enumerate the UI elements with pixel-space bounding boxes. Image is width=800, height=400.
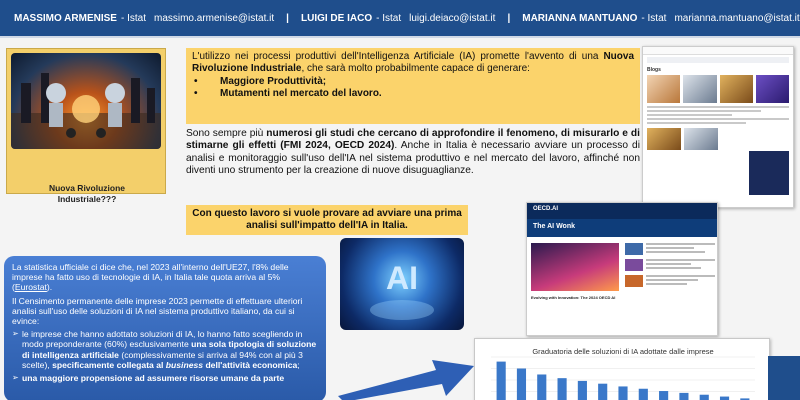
- oecd-article: [625, 275, 715, 287]
- oecd-feature-image: [531, 243, 619, 291]
- industrial-revolution-panel: [6, 48, 166, 204]
- blog-screenshot: [642, 46, 794, 208]
- author2-email[interactable]: luigi.deiaco@istat.it: [409, 12, 496, 24]
- stats-paragraph: Il Censimento permanente delle imprese 2023 permette di effettuare ulteriori analisi sull'uso delle soluzioni di IA nel sistema produttivo italiano, da cui si evince:: [12, 295, 303, 327]
- goal-box: [186, 205, 468, 235]
- oecd-article-list: [625, 243, 715, 291]
- intro-bullets: [192, 76, 634, 100]
- chart-bar: [517, 369, 526, 400]
- chart-bar: [659, 391, 668, 400]
- chart-bar: [497, 362, 506, 400]
- chart-title: Graduatoria delle soluzioni di IA adottate dalle imprese: [532, 347, 714, 356]
- eurostat-link[interactable]: Eurostat: [14, 282, 47, 293]
- industrial-robots-image: [11, 53, 161, 149]
- statistics-panel: [4, 256, 326, 400]
- stats-paragraph: La statistica ufficiale ci dice che, nel 2023 all'interno dell'UE27, l'8% delle imprese ha fatto uso di tecnologie di IA, in Italia tale quota arriva al 5% (Eurostat).: [12, 262, 289, 293]
- hand-icon: [370, 300, 434, 320]
- chart-bar: [700, 395, 709, 400]
- blog-thumbnail: [647, 75, 680, 103]
- oecd-logo: OECD.AI: [527, 203, 717, 219]
- author3-org: - Istat: [641, 12, 667, 24]
- industrial-revolution-caption: [7, 183, 167, 205]
- chart-bar: [558, 378, 567, 400]
- chart-bar: [537, 374, 546, 400]
- blog-nav: [647, 57, 789, 63]
- blog-thumbnail: [684, 128, 718, 150]
- blog-thumbnail: [683, 75, 716, 103]
- blog-thumbnail: [720, 75, 753, 103]
- arrow-right-icon: [338, 356, 474, 400]
- poster-body: [0, 36, 800, 400]
- intro-bullet: • Maggiore Produttività;: [192, 76, 634, 88]
- studies-text: . Anche in Italia è necessario avviare un processo di analisi e monitoraggio sull'uso dell'IA nel sistema produttivo e nel mercato del lavoro, affinché non diventi uno strumento per la creazione di nuove disuguaglianze.: [186, 140, 640, 176]
- chart-bar: [720, 397, 729, 400]
- chart-bar: [639, 389, 648, 400]
- goal-line: Con questo lavoro si vuole provare ad avviare una prima: [192, 208, 462, 219]
- caption-line: Industriale???: [57, 194, 117, 204]
- chart-bar: [679, 393, 688, 400]
- stats-bullets: [12, 329, 318, 383]
- chart-bar: [578, 381, 587, 400]
- header-separator: |: [286, 12, 289, 24]
- author1-name: MASSIMO ARMENISE: [14, 12, 117, 24]
- oecd-article: [625, 259, 715, 271]
- intro-highlight: Nuova Rivoluzione Industriale: [192, 51, 634, 74]
- studies-bold: numerosi gli studi che cercano di approfondire il fenomeno, di misurarlo e di stimarne gli effetti (FMI 2024, OECD 2024): [186, 128, 640, 152]
- authors-header: [0, 0, 800, 36]
- blog-text-lines: [647, 106, 789, 124]
- intro-text: L'utilizzo nei processi produttivi dell'Intelligenza Artificiale (IA) promette l'avvento di una: [192, 51, 604, 62]
- author1-email[interactable]: massimo.armenise@istat.it: [153, 12, 275, 24]
- chart-bar: [618, 386, 627, 400]
- author3-email[interactable]: marianna.mantuano@istat.it: [674, 12, 800, 24]
- author2-org: - Istat: [376, 12, 402, 24]
- browser-bar: [643, 47, 793, 55]
- intro-bullet: • Mutamenti nel mercato del lavoro.: [192, 88, 634, 100]
- oecd-screenshot: [526, 202, 718, 336]
- blog-section-title: Blogs: [647, 67, 661, 73]
- blog-thumbnails: [647, 75, 789, 103]
- goal-line: analisi sull'impatto dell'IA in Italia.: [246, 220, 408, 231]
- author1-org: - Istat: [120, 12, 146, 24]
- blog-thumbnail: [756, 75, 789, 103]
- studies-paragraph: [186, 128, 640, 177]
- studies-text: Sono sempre più: [186, 128, 267, 139]
- oecd-article: [625, 243, 715, 255]
- intro-text: , che sarà molto probabilmente capace di generare:: [301, 63, 530, 74]
- author2-name: LUIGI DE IACO: [300, 12, 373, 24]
- ai-label: AI: [386, 260, 418, 296]
- intro-box: [186, 48, 640, 124]
- oecd-feature-caption: Evolving with Innovation: The 2024 OECD AI: [531, 295, 616, 300]
- stats-bullet: ➢ una maggiore propensione ad assumere risorse umane da parte: [12, 373, 318, 383]
- ai-hand-image: [340, 238, 464, 330]
- ai-solutions-chart: [474, 338, 770, 400]
- header-separator: |: [507, 12, 511, 24]
- oecd-band-title: The AI Wonk: [527, 219, 717, 237]
- blog-sidebar-card: [749, 151, 789, 195]
- blog-thumbnails: [647, 128, 789, 150]
- blog-thumbnail: [647, 128, 681, 150]
- stats-bullet: ➢ le imprese che hanno adottato soluzioni di IA, lo hanno fatto scegliendo in modo preponderante (60%) esclusivamente una sola tipologia di soluzione di intelligenza artificiale (complessivamente si arriva al 94% con al più 3 scelte), specificamente collegata al business dell'attività economica;: [12, 329, 318, 370]
- chart-side-panel: [768, 356, 800, 400]
- chart-bar: [598, 384, 607, 400]
- caption-line: Nuova Rivoluzione: [48, 183, 126, 193]
- author3-name: MARIANNA MANTUANO: [522, 12, 638, 24]
